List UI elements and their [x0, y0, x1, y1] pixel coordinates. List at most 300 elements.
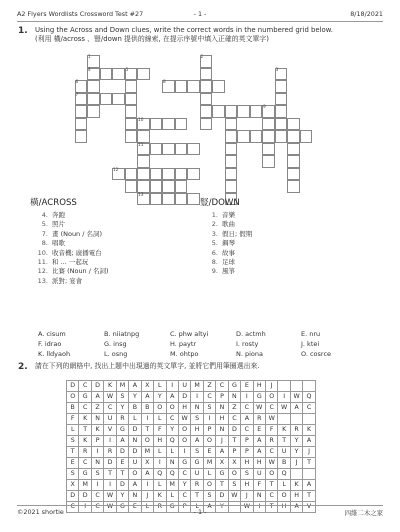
word-search-cell[interactable]: N: [253, 491, 265, 502]
word-search-cell[interactable]: S: [91, 469, 103, 480]
word-search-cell[interactable]: C: [241, 425, 253, 436]
word-search-cell[interactable]: C: [91, 502, 103, 513]
word-search-cell[interactable]: C: [266, 491, 278, 502]
word-search-cell[interactable]: I: [154, 458, 166, 469]
word-search-cell[interactable]: C: [178, 469, 190, 480]
word-search-cell[interactable]: S: [67, 436, 79, 447]
word-search-cell[interactable]: A: [253, 447, 265, 458]
crossword-cell[interactable]: [262, 143, 275, 156]
crossword-cell[interactable]: [187, 193, 200, 206]
word-search-cell[interactable]: Y: [116, 491, 128, 502]
word-search-cell[interactable]: A: [203, 502, 215, 513]
word-search-cell[interactable]: Y: [129, 392, 141, 403]
word-search-cell[interactable]: Y: [178, 480, 190, 491]
word-search-cell[interactable]: X: [141, 458, 153, 469]
word-search-cell[interactable]: H: [253, 458, 265, 469]
crossword-cell[interactable]: [287, 168, 300, 181]
word-search-cell[interactable]: T: [104, 469, 116, 480]
word-search-cell[interactable]: I: [241, 392, 253, 403]
word-search-cell[interactable]: X: [67, 480, 79, 491]
crossword-cell[interactable]: [100, 93, 113, 106]
crossword-cell[interactable]: [125, 168, 138, 181]
crossword-cell[interactable]: [287, 143, 300, 156]
word-search-cell[interactable]: R: [191, 480, 203, 491]
word-search-cell[interactable]: W: [278, 403, 290, 414]
word-search-cell[interactable]: L: [154, 381, 166, 392]
word-search-cell[interactable]: C: [203, 392, 215, 403]
crossword-cell[interactable]: [175, 143, 188, 156]
crossword-cell[interactable]: [137, 168, 150, 181]
word-search-cell[interactable]: M: [116, 381, 128, 392]
word-search-cell[interactable]: C: [266, 447, 278, 458]
crossword-cell[interactable]: [87, 80, 100, 93]
word-search-cell[interactable]: I: [166, 381, 178, 392]
word-search-cell[interactable]: U: [278, 447, 290, 458]
word-search-cell[interactable]: U: [253, 469, 265, 480]
word-search-cell[interactable]: Z: [228, 403, 240, 414]
crossword-cell[interactable]: [275, 105, 288, 118]
word-search-cell[interactable]: T: [191, 491, 203, 502]
word-search-cell[interactable]: H: [241, 458, 253, 469]
word-search-cell[interactable]: K: [91, 425, 103, 436]
word-search-cell[interactable]: D: [129, 447, 141, 458]
crossword-cell[interactable]: [287, 180, 300, 193]
word-search-cell[interactable]: C: [67, 502, 79, 513]
word-search-cell[interactable]: T: [266, 502, 278, 513]
word-search-cell[interactable]: A: [129, 381, 141, 392]
word-search-cell[interactable]: [278, 381, 290, 392]
crossword-cell[interactable]: [200, 80, 213, 93]
crossword-cell[interactable]: [125, 105, 138, 118]
word-search-cell[interactable]: B: [141, 403, 153, 414]
crossword-cell[interactable]: [225, 180, 238, 193]
word-search-cell[interactable]: T: [228, 436, 240, 447]
word-search-cell[interactable]: O: [67, 392, 79, 403]
crossword-cell[interactable]: [212, 80, 225, 93]
word-search-cell[interactable]: P: [241, 447, 253, 458]
word-search-cell[interactable]: C: [79, 458, 91, 469]
word-search-cell[interactable]: O: [203, 436, 215, 447]
word-search-cell[interactable]: N: [91, 458, 103, 469]
crossword-cell[interactable]: [150, 168, 163, 181]
word-search-cell[interactable]: L: [67, 425, 79, 436]
word-search-cell[interactable]: Q: [166, 469, 178, 480]
word-search-cell[interactable]: J: [216, 436, 228, 447]
word-search-cell[interactable]: I: [91, 480, 103, 491]
word-search-cell[interactable]: C: [303, 403, 315, 414]
word-search-cell[interactable]: X: [141, 381, 153, 392]
crossword-cell[interactable]: [175, 193, 188, 206]
word-search-cell[interactable]: [303, 414, 315, 425]
word-search-cell[interactable]: F: [266, 425, 278, 436]
word-search-cell[interactable]: K: [290, 480, 302, 491]
word-search-cell[interactable]: S: [241, 469, 253, 480]
word-search-cell[interactable]: S: [67, 469, 79, 480]
word-search-cell[interactable]: Q: [303, 392, 315, 403]
word-search-cell[interactable]: C: [79, 403, 91, 414]
word-search-cell[interactable]: O: [266, 392, 278, 403]
word-search-cell[interactable]: L: [141, 502, 153, 513]
crossword-cell[interactable]: [100, 68, 113, 81]
crossword-cell[interactable]: [137, 68, 150, 81]
word-search-cell[interactable]: A: [141, 469, 153, 480]
word-search-cell[interactable]: V: [104, 425, 116, 436]
word-search-cell[interactable]: C: [216, 381, 228, 392]
word-search-cell[interactable]: O: [203, 480, 215, 491]
word-search-cell[interactable]: R: [104, 447, 116, 458]
word-search-cell[interactable]: L: [166, 447, 178, 458]
word-search-cell[interactable]: S: [191, 414, 203, 425]
word-search-cell[interactable]: M: [191, 381, 203, 392]
word-search-cell[interactable]: D: [79, 491, 91, 502]
word-search-cell[interactable]: B: [67, 403, 79, 414]
crossword-cell[interactable]: [175, 118, 188, 131]
word-search-cell[interactable]: L: [154, 480, 166, 491]
word-search-cell[interactable]: C: [266, 403, 278, 414]
word-search-cell[interactable]: F: [67, 414, 79, 425]
word-search-cell[interactable]: G: [79, 392, 91, 403]
crossword-cell[interactable]: [200, 118, 213, 131]
crossword-cell[interactable]: [150, 180, 163, 193]
word-search-cell[interactable]: S: [203, 403, 215, 414]
word-search-cell[interactable]: J: [303, 447, 315, 458]
crossword-cell[interactable]: [162, 180, 175, 193]
word-search-cell[interactable]: U: [129, 458, 141, 469]
word-search-cell[interactable]: F: [253, 480, 265, 491]
word-search-cell[interactable]: H: [290, 491, 302, 502]
word-search-cell[interactable]: O: [278, 491, 290, 502]
word-search-cell[interactable]: L: [154, 447, 166, 458]
crossword-cell[interactable]: [287, 155, 300, 168]
word-search-cell[interactable]: [290, 381, 302, 392]
word-search-cell[interactable]: Q: [278, 469, 290, 480]
word-search-cell[interactable]: U: [104, 414, 116, 425]
word-search-cell[interactable]: W: [290, 392, 302, 403]
word-search-cell[interactable]: K: [104, 381, 116, 392]
word-search-cell[interactable]: T: [79, 425, 91, 436]
word-search-cell[interactable]: A: [253, 436, 265, 447]
crossword-cell[interactable]: [175, 168, 188, 181]
crossword-cell[interactable]: [225, 143, 238, 156]
word-search-cell[interactable]: H: [154, 436, 166, 447]
word-search-cell[interactable]: E: [116, 458, 128, 469]
word-search-cell[interactable]: S: [203, 491, 215, 502]
word-search-cell[interactable]: Z: [91, 403, 103, 414]
word-search-cell[interactable]: W: [104, 502, 116, 513]
crossword-cell[interactable]: [250, 130, 263, 143]
word-search-cell[interactable]: [303, 469, 315, 480]
crossword-cell[interactable]: [250, 105, 263, 118]
word-search-cell[interactable]: C: [91, 491, 103, 502]
word-search-cell[interactable]: O: [228, 469, 240, 480]
word-search-cell[interactable]: T: [141, 425, 153, 436]
word-search-cell[interactable]: L: [191, 502, 203, 513]
word-search-cell[interactable]: X: [228, 458, 240, 469]
word-search-cell[interactable]: G: [166, 502, 178, 513]
crossword-cell[interactable]: [137, 130, 150, 143]
word-search-cell[interactable]: T: [303, 491, 315, 502]
word-search-cell[interactable]: R: [116, 414, 128, 425]
word-search-cell[interactable]: T: [116, 469, 128, 480]
word-search-cell[interactable]: O: [266, 469, 278, 480]
word-search-cell[interactable]: A: [129, 480, 141, 491]
word-search-cell[interactable]: G: [178, 458, 190, 469]
word-search-cell[interactable]: K: [154, 491, 166, 502]
word-search-cell[interactable]: Y: [154, 392, 166, 403]
word-search-cell[interactable]: D: [129, 425, 141, 436]
word-search-cell[interactable]: Q: [154, 469, 166, 480]
word-search-cell[interactable]: T: [266, 480, 278, 491]
word-search-cell[interactable]: Y: [290, 436, 302, 447]
crossword-cell[interactable]: [200, 105, 213, 118]
word-search-cell[interactable]: D: [91, 381, 103, 392]
word-search-cell[interactable]: J: [241, 491, 253, 502]
word-search-cell[interactable]: I: [203, 414, 215, 425]
crossword-cell[interactable]: [112, 68, 125, 81]
word-search-cell[interactable]: D: [67, 381, 79, 392]
word-search-cell[interactable]: W: [241, 502, 253, 513]
crossword-cell[interactable]: [150, 143, 163, 156]
crossword-cell[interactable]: [225, 155, 238, 168]
word-search-cell[interactable]: H: [253, 381, 265, 392]
word-search-cell[interactable]: Q: [166, 436, 178, 447]
word-search-cell[interactable]: R: [266, 436, 278, 447]
word-search-cell[interactable]: N: [91, 414, 103, 425]
word-search-cell[interactable]: E: [67, 458, 79, 469]
word-search-cell[interactable]: A: [303, 480, 315, 491]
word-search-cell[interactable]: M: [166, 480, 178, 491]
word-search-cell[interactable]: S: [116, 392, 128, 403]
word-search-cell[interactable]: U: [178, 381, 190, 392]
word-search-cell[interactable]: J: [266, 381, 278, 392]
word-search-cell[interactable]: D: [104, 458, 116, 469]
word-search-cell[interactable]: J: [141, 491, 153, 502]
crossword-cell[interactable]: [137, 155, 150, 168]
word-search-cell[interactable]: D: [116, 480, 128, 491]
word-search-cell[interactable]: W: [253, 403, 265, 414]
crossword-cell[interactable]: [200, 68, 213, 81]
word-search-cell[interactable]: R: [79, 447, 91, 458]
crossword-cell[interactable]: [162, 168, 175, 181]
word-search-cell[interactable]: D: [216, 491, 228, 502]
word-search-cell[interactable]: Y: [116, 403, 128, 414]
word-search-cell[interactable]: L: [203, 469, 215, 480]
word-search-cell[interactable]: D: [67, 491, 79, 502]
word-search-cell[interactable]: D: [178, 392, 190, 403]
word-search-cell[interactable]: N: [216, 425, 228, 436]
crossword-cell[interactable]: [162, 193, 175, 206]
word-search-cell[interactable]: C: [178, 491, 190, 502]
word-search-cell[interactable]: B: [278, 458, 290, 469]
word-search-cell[interactable]: O: [141, 436, 153, 447]
crossword-cell[interactable]: [162, 143, 175, 156]
crossword-cell[interactable]: [187, 143, 200, 156]
crossword-cell[interactable]: [125, 93, 138, 106]
crossword-cell[interactable]: [187, 168, 200, 181]
word-search-cell[interactable]: K: [79, 436, 91, 447]
word-search-cell[interactable]: M: [79, 480, 91, 491]
word-search-cell[interactable]: N: [166, 458, 178, 469]
word-search-cell[interactable]: A: [216, 447, 228, 458]
word-search-cell[interactable]: O: [178, 425, 190, 436]
word-search-cell[interactable]: E: [129, 502, 141, 513]
crossword-cell[interactable]: [237, 105, 250, 118]
word-search-cell[interactable]: G: [116, 425, 128, 436]
word-search-cell[interactable]: I: [104, 480, 116, 491]
crossword-cell[interactable]: [75, 130, 88, 143]
word-search-cell[interactable]: W: [266, 458, 278, 469]
word-search-cell[interactable]: [290, 414, 302, 425]
word-search-cell[interactable]: A: [141, 392, 153, 403]
crossword-cell[interactable]: [87, 93, 100, 106]
word-search-cell[interactable]: L: [166, 491, 178, 502]
word-search-cell[interactable]: [290, 469, 302, 480]
crossword-cell[interactable]: [125, 80, 138, 93]
word-search-cell[interactable]: G: [191, 458, 203, 469]
word-search-cell[interactable]: U: [191, 469, 203, 480]
word-search-cell[interactable]: P: [91, 436, 103, 447]
word-search-cell[interactable]: T: [303, 458, 315, 469]
crossword-cell[interactable]: [275, 80, 288, 93]
word-search-cell[interactable]: H: [241, 480, 253, 491]
word-search-cell[interactable]: P: [203, 425, 215, 436]
word-search-cell[interactable]: P: [228, 447, 240, 458]
word-search-cell[interactable]: Y: [290, 447, 302, 458]
crossword-cell[interactable]: [275, 118, 288, 131]
word-search-cell[interactable]: G: [79, 469, 91, 480]
word-search-cell[interactable]: D: [228, 425, 240, 436]
word-search-cell[interactable]: I: [191, 392, 203, 403]
crossword-cell[interactable]: [137, 180, 150, 193]
word-search-cell[interactable]: A: [191, 436, 203, 447]
word-search-cell[interactable]: L: [129, 414, 141, 425]
crossword-cell[interactable]: [262, 118, 275, 131]
word-search-cell[interactable]: O: [129, 469, 141, 480]
word-search-cell[interactable]: A: [290, 502, 302, 513]
word-search-cell[interactable]: P: [178, 502, 190, 513]
word-search-cell[interactable]: T: [216, 480, 228, 491]
word-search-cell[interactable]: I: [141, 480, 153, 491]
crossword-cell[interactable]: [75, 105, 88, 118]
word-search-cell[interactable]: O: [178, 436, 190, 447]
word-search-cell[interactable]: E: [241, 381, 253, 392]
crossword-cell[interactable]: [162, 118, 175, 131]
word-search-cell[interactable]: I: [104, 436, 116, 447]
word-search-cell[interactable]: R: [253, 414, 265, 425]
crossword-cell[interactable]: [287, 130, 300, 143]
word-search-cell[interactable]: Y: [216, 502, 228, 513]
word-search-cell[interactable]: G: [216, 469, 228, 480]
word-search-cell[interactable]: P: [241, 436, 253, 447]
crossword-cell[interactable]: [150, 193, 163, 206]
word-search-cell[interactable]: H: [278, 502, 290, 513]
word-search-cell[interactable]: I: [141, 414, 153, 425]
word-search-cell[interactable]: O: [154, 403, 166, 414]
word-search-cell[interactable]: B: [129, 403, 141, 414]
word-search-cell[interactable]: T: [67, 447, 79, 458]
word-search-cell[interactable]: Y: [166, 425, 178, 436]
crossword-cell[interactable]: [200, 93, 213, 106]
word-search-cell[interactable]: C: [228, 414, 240, 425]
word-search-cell[interactable]: N: [216, 403, 228, 414]
crossword-cell[interactable]: [225, 130, 238, 143]
word-search-cell[interactable]: Z: [203, 381, 215, 392]
word-search-cell[interactable]: A: [303, 436, 315, 447]
word-search-cell[interactable]: K: [79, 414, 91, 425]
word-search-cell[interactable]: A: [241, 414, 253, 425]
word-search-cell[interactable]: [278, 414, 290, 425]
crossword-cell[interactable]: [225, 105, 238, 118]
word-search-cell[interactable]: [303, 381, 315, 392]
crossword-cell[interactable]: [125, 118, 138, 131]
word-search-cell[interactable]: K: [278, 425, 290, 436]
word-search-cell[interactable]: R: [290, 425, 302, 436]
crossword-cell[interactable]: [225, 168, 238, 181]
word-search-cell[interactable]: I: [253, 502, 265, 513]
word-search-cell[interactable]: A: [91, 392, 103, 403]
crossword-cell[interactable]: [175, 180, 188, 193]
word-search-cell[interactable]: T: [278, 436, 290, 447]
word-search-cell[interactable]: C: [166, 414, 178, 425]
crossword-cell[interactable]: [187, 80, 200, 93]
crossword-cell[interactable]: [275, 93, 288, 106]
word-search-cell[interactable]: W: [228, 491, 240, 502]
word-search-cell[interactable]: M: [203, 458, 215, 469]
crossword-cell[interactable]: [75, 118, 88, 131]
word-search-cell[interactable]: I: [278, 392, 290, 403]
word-search-cell[interactable]: X: [216, 458, 228, 469]
word-search-cell[interactable]: H: [178, 403, 190, 414]
crossword-cell[interactable]: [175, 80, 188, 93]
word-search-cell[interactable]: W: [104, 392, 116, 403]
word-search-cell[interactable]: P: [216, 392, 228, 403]
crossword-cell[interactable]: [287, 118, 300, 131]
crossword-cell[interactable]: [87, 105, 100, 118]
word-search-cell[interactable]: C: [241, 403, 253, 414]
word-search-cell[interactable]: N: [129, 436, 141, 447]
word-search-cell[interactable]: O: [166, 403, 178, 414]
word-search-cell[interactable]: W: [266, 414, 278, 425]
word-search-cell[interactable]: M: [141, 447, 153, 458]
crossword-cell[interactable]: [125, 130, 138, 143]
word-search-cell[interactable]: I: [79, 502, 91, 513]
word-search-cell[interactable]: N: [129, 491, 141, 502]
crossword-cell[interactable]: [237, 130, 250, 143]
word-search-cell[interactable]: H: [191, 425, 203, 436]
word-search-cell[interactable]: N: [228, 392, 240, 403]
word-search-cell[interactable]: V: [303, 502, 315, 513]
word-search-cell[interactable]: E: [253, 425, 265, 436]
word-search-cell[interactable]: L: [278, 480, 290, 491]
crossword-cell[interactable]: [150, 118, 163, 131]
word-search-cell[interactable]: C: [79, 381, 91, 392]
crossword-cell[interactable]: [112, 93, 125, 106]
word-search-cell[interactable]: J: [290, 458, 302, 469]
word-search-cell[interactable]: D: [116, 447, 128, 458]
word-search-cell[interactable]: G: [253, 392, 265, 403]
word-search-cell[interactable]: R: [154, 502, 166, 513]
crossword-cell[interactable]: [262, 155, 275, 168]
word-search-cell[interactable]: A: [290, 403, 302, 414]
word-search-cell[interactable]: A: [166, 392, 178, 403]
crossword-cell[interactable]: [262, 130, 275, 143]
crossword-cell[interactable]: [125, 180, 138, 193]
word-search-cell[interactable]: G: [116, 502, 128, 513]
crossword-cell[interactable]: [275, 130, 288, 143]
word-search-cell[interactable]: W: [178, 414, 190, 425]
word-search-cell[interactable]: G: [228, 381, 240, 392]
word-search-cell[interactable]: A: [116, 436, 128, 447]
